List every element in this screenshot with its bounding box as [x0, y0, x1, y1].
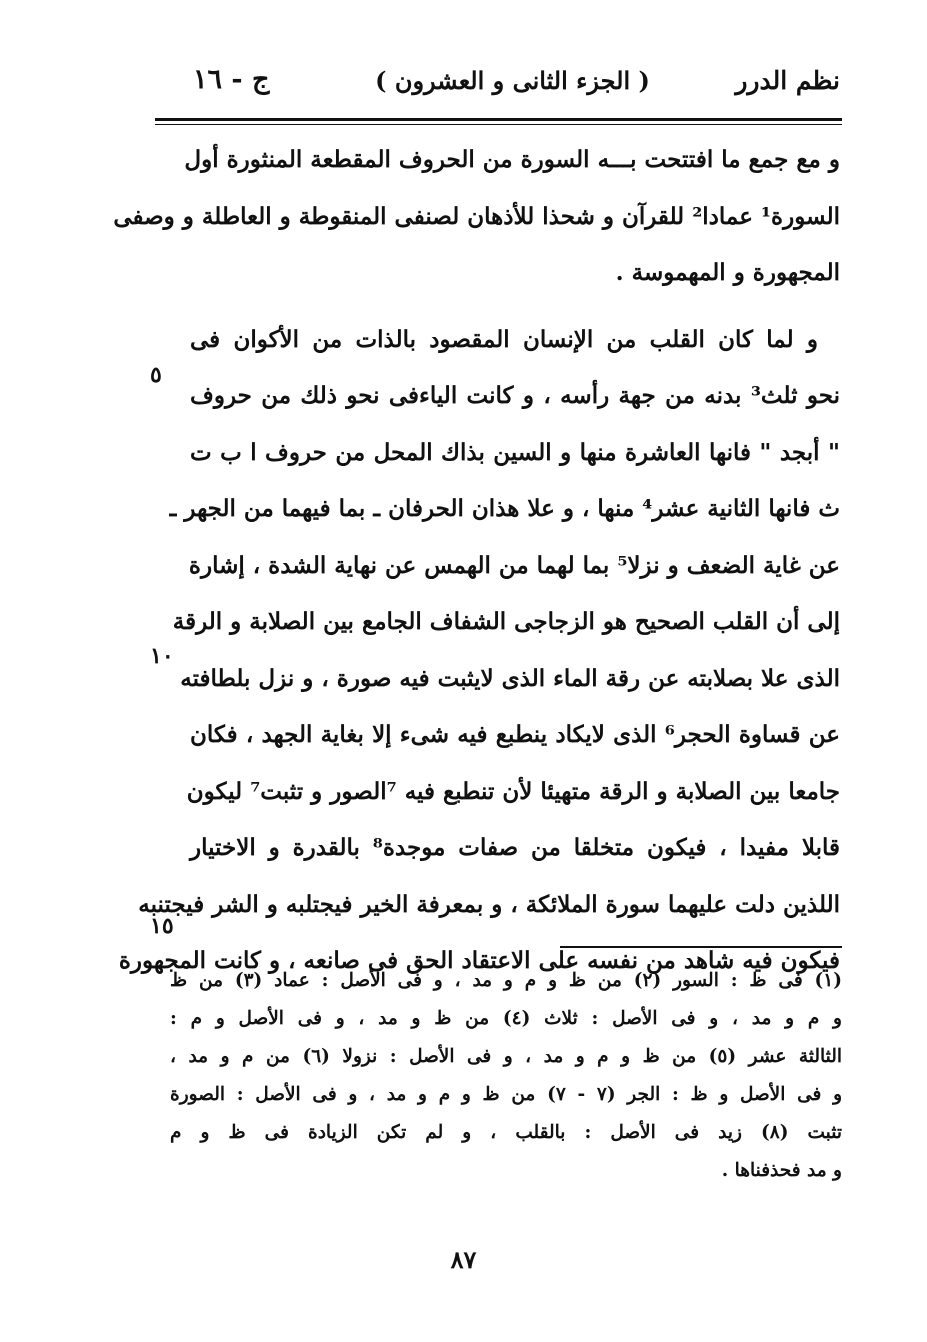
volume-label: ج - ١٦ — [193, 64, 270, 95]
line-number-5: ٥ — [150, 362, 162, 388]
text-line: إلى أن القلب الصحيح هو الزجاجی الشفاف الجامع بين الصلابة و الرقة — [172, 608, 840, 635]
text-line: المجهورة و المهموسة . — [615, 259, 840, 286]
book-title: نظم الدرر — [735, 66, 840, 95]
footnote-line: تثبت (٨) زيد فی الأصل : بالقلب ، و لم تكن الزيادة فی ظ و م — [170, 1122, 842, 1143]
footnote-line: و م و مد ، و فی الأصل : ثلاث (٤) من ظ و مد ، و فی الأصل و م : — [170, 1008, 842, 1029]
text-line: عن غاية الضعف و نزلا⁵ بما لهما من الهمس عن نهاية الشدة ، إشارة — [188, 551, 840, 579]
header-rule-thin — [155, 124, 842, 125]
footnote-rule — [560, 946, 842, 948]
page-number: ٨٧ — [450, 1245, 477, 1274]
text-line: عن قساوة الحجر⁶ الذی لايكاد ينطبع فيه شیء إلا بغاية الجهد ، فكان — [190, 721, 840, 748]
text-line: قابلا مفيدا ، فيكون متخلقا من صفات موجدة⁸ بالقدرة و الاختيار — [190, 834, 840, 861]
text-line: اللذين دلت عليهما سورة الملائكة ، و بمعرفة الخير فيجتلبه و الشر فيجتنبه — [138, 890, 840, 918]
text-line: و مع جمع ما افتتحت بـــه السورة من الحروف المقطعة المنثورة أول — [184, 146, 840, 173]
text-line: " أبجد " فانها العاشرة منها و السين بذاك المحل من حروف ا ب ت — [190, 438, 840, 466]
text-line: نحو ثلث³ بدنه من جهة رأسه ، و كانت الياءفی نحو ذلك من حروف — [190, 382, 840, 409]
text-line: فيكون فيه شاهد من نفسه على الاعتقاد الحق فی صانعه ، و كانت المجهورة — [118, 947, 840, 974]
header-rule — [155, 118, 842, 121]
footnote-line: و فی الأصل و ظ : الجر (٧ - ٧) من ظ و م و مد ، و فی الأصل : الصورة — [170, 1084, 843, 1105]
text-line: ث فانها الثانية عشر⁴ منها ، و علا هذان الحرفان ـ بما فيهما من الجهر ـ — [169, 495, 840, 522]
text-line: جامعا بين الصلابة و الرقة متهيئا لأن تنطبع فيه ⁷الصور و تثبت⁷ ليكون — [186, 777, 840, 805]
running-header — [185, 62, 840, 106]
footnotes — [170, 962, 842, 1190]
text-line: السورة¹ عمادا² للقرآن و شحذا للأذهان لصنفى المنقوطة و العاطلة و وصفى — [113, 202, 840, 230]
footnote-line: الثالثة عشر (٥) من ظ و م و مد ، و فی الأصل : نزولا (٦) من م و مد ، — [170, 1046, 842, 1067]
text-line: و لما كان القلب من الإنسان المقصود بالذات من الأكوان فی — [190, 325, 818, 353]
part-title: ( الجزء الثانی و العشرون ) — [375, 66, 650, 95]
footnote-line: (١) فی ظ : السور (٢) من ظ و م و مد ، و فی الأصل : عماد (٣) من ظ — [170, 970, 842, 991]
footnote-line: و مد فحذفناها . — [721, 1160, 842, 1181]
text-line: الذی علا بصلابته عن رقة الماء الذی لايثبت فيه صورة ، و نزل بلطافته — [180, 664, 840, 692]
line-number-15: ١٥ — [150, 913, 174, 939]
line-number-10: ١٠ — [150, 643, 174, 669]
